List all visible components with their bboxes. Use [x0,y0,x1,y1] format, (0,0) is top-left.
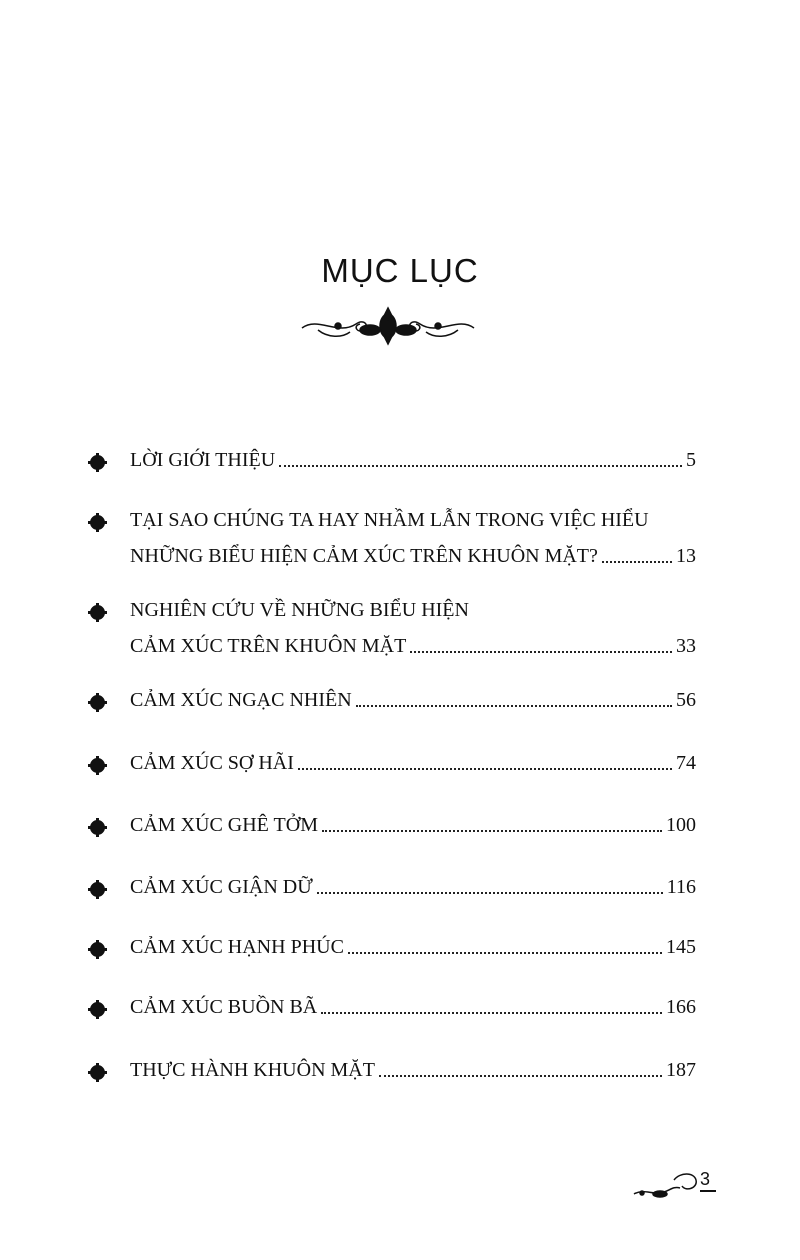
toc-entry-page: 74 [676,752,696,774]
toc-entry-line [130,748,696,778]
toc-entry-title: CẢM XÚC SỢ HÃI [130,752,294,774]
bullet-icon [90,882,105,897]
footer-ornament-icon [630,1166,740,1206]
toc-entry-line [130,505,696,535]
toc-entry-line [130,631,696,661]
toc-entry-title: LỜI GIỚI THIỆU [130,449,276,471]
toc-entry[interactable] [90,810,696,846]
toc-entry-line [130,595,696,625]
toc-entry-line [130,445,696,475]
toc-entry[interactable] [90,1055,696,1091]
toc-title: MỤC LỤC [321,252,479,289]
toc-entry-line [130,1055,696,1085]
dot-leader [321,1012,662,1014]
toc-entry-title: NHỮNG BIỂU HIỆN CẢM XÚC TRÊN KHUÔN MẶT? [130,545,598,567]
toc-entry[interactable] [90,685,696,721]
toc-entry-title: CẢM XÚC BUỒN BÃ [130,996,318,1018]
toc-entry[interactable] [90,595,696,667]
toc-entry-title: CẢM XÚC NGẠC NHIÊN [130,689,352,711]
bullet-icon [90,1065,105,1080]
dot-leader [410,651,672,653]
bullet-icon [90,942,105,957]
toc-entry-title: THỰC HÀNH KHUÔN MẶT [130,1059,375,1081]
toc-entry-line [130,992,696,1022]
toc-entry-page: 145 [666,936,696,958]
toc-entry[interactable] [90,872,696,908]
toc-entry-title: CẢM XÚC GIẬN DỮ [130,876,313,898]
toc-entry-title: CẢM XÚC HẠNH PHÚC [130,936,344,958]
toc-entry[interactable] [90,445,696,481]
toc-entry-page: 13 [676,545,696,567]
toc-entry-line [130,685,696,715]
bullet-icon [90,695,105,710]
toc-entry[interactable] [90,505,696,577]
toc-entry-line [130,872,696,902]
toc-entry-page: 166 [666,996,696,1018]
dot-leader [356,705,672,707]
bullet-icon [90,820,105,835]
toc-entry-title: CẢM XÚC TRÊN KHUÔN MẶT [130,635,407,657]
bullet-icon [90,758,105,773]
toc-entry-title: NGHIÊN CỨU VỀ NHỮNG BIỂU HIỆN [130,599,469,621]
page-number: 3 [700,1168,716,1192]
bullet-icon [90,1002,105,1017]
dot-leader [279,465,682,467]
bullet-icon [90,605,105,620]
dot-leader [317,892,663,894]
toc-entry-title: CẢM XÚC GHÊ TỞM [130,814,318,836]
bullet-icon [90,455,105,470]
dot-leader [322,830,662,832]
toc-entry-page: 33 [676,635,696,657]
toc-entry-page: 116 [666,876,696,898]
toc-entry-title: TẠI SAO CHÚNG TA HAY NHẦM LẪN TRONG VIỆC HIỂU [130,509,649,531]
dot-leader [602,561,672,563]
dot-leader [379,1075,662,1077]
dot-leader [348,952,662,954]
toc-entry-line [130,810,696,840]
toc-entry[interactable] [90,932,696,968]
toc-entry-page: 56 [676,689,696,711]
toc-entry[interactable] [90,748,696,784]
toc-entry[interactable] [90,992,696,1028]
bullet-icon [90,515,105,530]
toc-entry-page: 187 [666,1059,696,1081]
toc-entry-line [130,932,696,962]
toc-entry-line [130,541,696,571]
toc-entry-page: 100 [666,814,696,836]
toc-entry-page: 5 [686,449,696,471]
dot-leader [298,768,672,770]
